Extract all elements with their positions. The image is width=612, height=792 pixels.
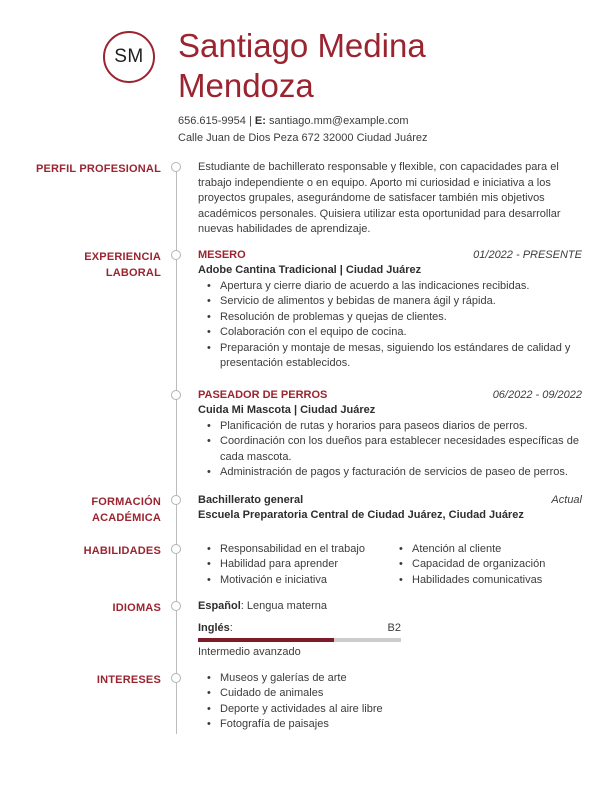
interest-item: • Deporte y actividades al aire libre [198,702,582,718]
interests-list [198,671,582,733]
email-label: E: [254,115,266,127]
section-label-skills: HABILIDADES [83,544,161,557]
contact-line-phone-email [178,113,428,130]
section-label-line: ACADÉMICA [91,511,161,524]
profile-text: Estudiante de bachillerato responsable y flexible, con capacidades para el trabajo independiente o en equipo. Aporto mi curiosidad e iniciativa a los proyectos grupales, asegurándome de satisfacer también mis objetivos académicos personales. Quisiera utilizar esta oportunidad para desarrollar nuevas habilidades de aprendizaje. [198,161,561,235]
bullet-item: • Preparación y montaje de mesas, siguiendo los estándares de calidad y presentación establecidos. [198,341,582,372]
section-label-interests: INTERESES [96,673,161,686]
job-entry-paseador [198,388,582,481]
section-label-education [0,493,161,526]
language-progress-fill [198,638,334,642]
job-entry-mesero [198,248,582,372]
language-progress-bar [198,638,401,642]
resume-body [0,160,612,733]
bullet-item: • Coordinación con los dueños para establecer necesidades específicas de cada mascota. [198,434,582,465]
timeline-marker [161,493,198,507]
section-label-line: EXPERIENCIA [84,250,161,263]
job-title: PASEADOR DE PERROS [198,388,328,401]
skills-column-1 [198,542,390,589]
section-skills [0,542,612,589]
resume-header [0,0,612,160]
language-native-name: Español [198,600,241,612]
job-header [198,248,582,264]
section-label-languages: IDIOMAS [112,602,161,614]
avatar-monogram [103,31,155,83]
skill-item: • Atención al cliente [390,542,582,558]
bullet-item: • Servicio de alimentos y bebidas de manera ágil y rápida. [198,294,582,310]
bullet-item: • Administración de pagos y facturación de servicios de paseo de perros. [198,465,582,481]
section-experience [0,248,612,481]
timeline-dot [171,390,181,400]
timeline-dot [171,601,181,611]
job-dates: 06/2022 - 09/2022 [492,388,582,401]
bullet-item: • Resolución de problemas y quejas de clientes. [198,310,582,326]
contact-block [178,113,428,146]
language-second-row [198,621,401,637]
email-address: santiago.mm@example.com [265,115,409,127]
section-languages [0,599,612,661]
language-second [198,621,401,661]
timeline-dot [171,673,181,683]
skills-column-2 [390,542,582,589]
section-label-line: LABORAL [105,266,161,279]
timeline-marker [161,671,198,685]
bullet-item: • Colaboración con el equipo de cocina. [198,325,582,341]
job-dates: 01/2022 - PRESENTE [473,248,582,261]
skills-columns [198,542,582,589]
job-header [198,388,582,404]
language-second-name: Inglés: [198,621,233,634]
timeline-dot [171,495,181,505]
timeline-marker [161,248,198,262]
timeline-dot [171,250,181,260]
interest-item: • Cuidado de animales [198,686,582,702]
language-native [198,599,582,615]
job-company: Adobe Cantina Tradicional | Ciudad Juárez [198,264,422,276]
language-level-badge: B2 [387,621,401,634]
job-bullet-list [198,279,582,372]
candidate-name: Santiago Medina Mendoza [178,27,426,104]
avatar-initials: SM [114,46,144,67]
skill-item: • Capacidad de organización [390,557,582,573]
skill-item: • Motivación e iniciativa [198,573,390,589]
job-company: Cuida Mi Mascota | Ciudad Juárez [198,404,376,416]
section-label-experience [0,248,161,281]
skill-item: • Habilidades comunicativas [390,573,582,589]
section-interests [0,671,612,733]
timeline-marker [161,599,198,613]
interest-item: • Fotografía de paisajes [198,717,582,733]
contact-separator: | [245,115,255,127]
job-bullet-list [198,419,582,481]
timeline-dot [171,544,181,554]
language-native-level: : Lengua materna [240,600,328,612]
timeline-marker [161,542,198,556]
phone-number: 656.615-9954 [178,115,246,127]
education-degree: Bachillerato general [198,493,304,506]
section-label-profile: PERFIL PROFESIONAL [35,163,161,175]
section-label-line: FORMACIÓN [91,495,161,508]
interest-item: • Museos y galerías de arte [198,671,582,687]
section-profile [0,160,612,238]
contact-line-address: Calle Juan de Dios Peza 672 32000 Ciudad Juárez [178,131,428,144]
skill-item: • Habilidad para aprender [198,557,390,573]
job-title: MESERO [198,248,246,261]
timeline-marker [161,160,198,174]
skill-item: • Responsabilidad en el trabajo [198,542,390,558]
language-level-description: Intermedio avanzado [198,646,301,658]
bullet-item: • Planificación de rutas y horarios para paseos diarios de perros. [198,419,582,435]
education-header [198,493,582,509]
education-status: Actual [551,493,582,506]
section-education [0,493,612,526]
timeline-dot [171,162,181,172]
bullet-item: • Apertura y cierre diario de acuerdo a las indicaciones recibidas. [198,279,582,295]
education-school: Escuela Preparatoria Central de Ciudad Juárez, Ciudad Juárez [198,509,524,521]
